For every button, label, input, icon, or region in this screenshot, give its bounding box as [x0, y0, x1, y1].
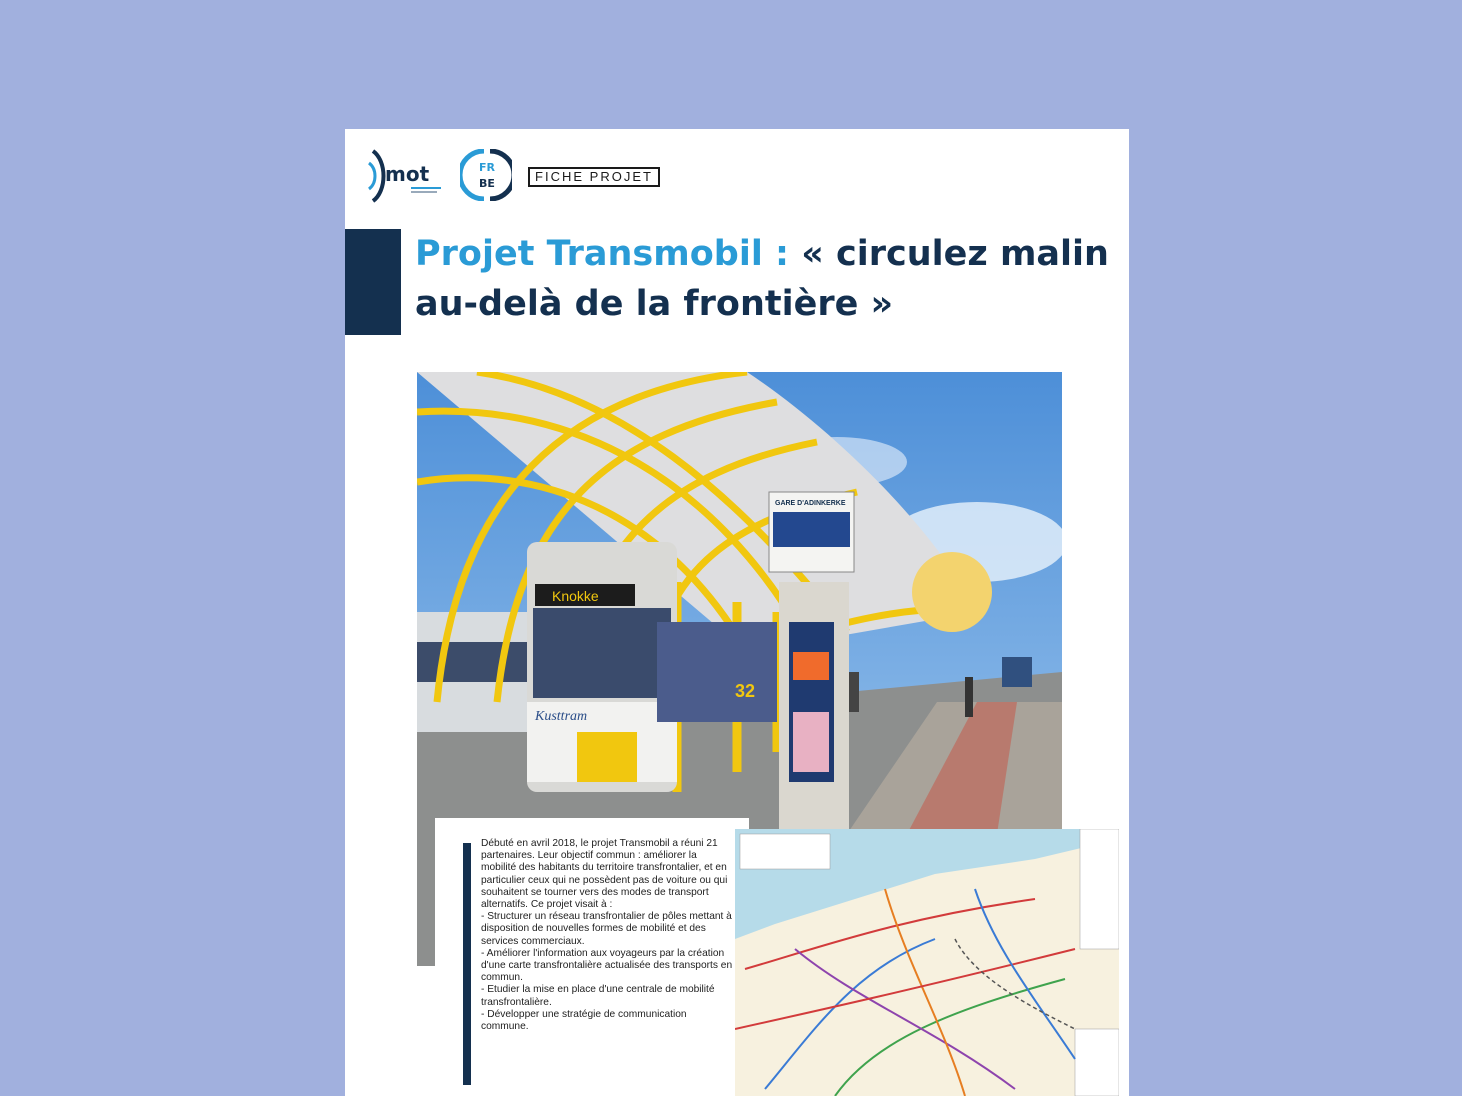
bullet-2: - Améliorer l'information aux voyageurs par la création d'une carte transfrontalière actualisée des transports en commun. — [481, 947, 733, 984]
bullet-4: - Développer une stratégie de communication commune. — [481, 1008, 687, 1033]
mot-logo-text: mot — [385, 162, 430, 186]
tram-destination: Knokke — [552, 588, 599, 604]
svg-text:FR: FR — [479, 161, 495, 174]
tram-brand: Kusttram — [535, 709, 588, 724]
station-sign-header: GARE D'ADINKERKE — [775, 500, 846, 507]
document-page — [345, 129, 1129, 1096]
fiche-projet-badge: FICHE PROJET — [528, 167, 660, 187]
mot-logo — [365, 147, 445, 205]
project-description-box — [435, 818, 749, 1096]
title-accent-bar — [345, 229, 401, 335]
page-title — [415, 229, 1115, 329]
text-accent-rule — [463, 843, 471, 1085]
transit-map-thumbnail — [735, 829, 1119, 1096]
bullet-3: - Etudier la mise en place d'une centrale de mobilité transfrontalière. — [481, 984, 715, 1008]
intro-paragraph: Débuté en avril 2018, le projet Transmobil a réuni 21 partenaires. Leur objectif commun : améliorer la mobilité des habitants du territoire transfrontalier, et en particulier ceux qui ne possèdent pas de voiture ou qui souhaitent se tourner vers des modes de transport alternatifs. Ce projet visait à : — [481, 838, 728, 911]
fr-be-logo — [460, 149, 512, 201]
title-part-2: « circulez malin au-delà de la frontière » — [415, 234, 1109, 324]
tram-number: 32 — [735, 681, 756, 701]
bullet-1: - Structurer un réseau transfrontalier de pôles mettant à disposition de nouvelles formes de mobilité et des services commerciaux. — [481, 911, 732, 947]
svg-text:BE: BE — [479, 177, 495, 190]
title-part-1: Projet Transmobil : — [415, 234, 790, 274]
project-description — [481, 838, 733, 1033]
